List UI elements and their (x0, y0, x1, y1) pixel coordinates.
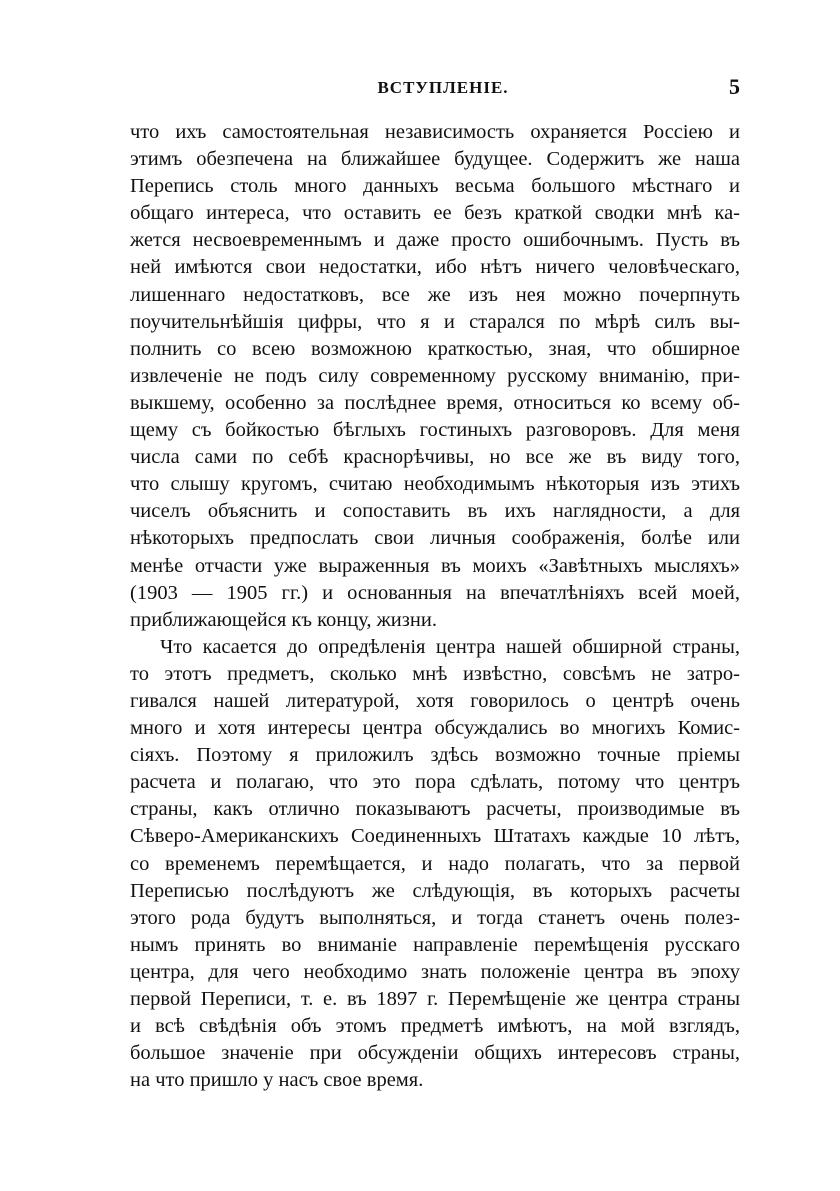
text-line: на что пришло у насъ свое время. (130, 1069, 424, 1092)
text-line: (1903 — 1905 гг.) и основанныя на впечатлѣніяхъ всей моей, (130, 581, 740, 604)
text-line: Перепись столь много данныхъ весьма большого мѣстнаго и (130, 175, 740, 198)
text-line: центра, для чего необходимо знать положеніе центра въ эпоху (130, 960, 740, 983)
text-line: числа сами по себѣ краснорѣчивы, но все же въ виду того, (130, 446, 740, 469)
text-line: со временемъ перемѣщается, и надо полагать, что за первой (130, 852, 740, 875)
paragraph-1 (130, 119, 740, 634)
text-line: чиселъ объяснить и сопоставить въ ихъ наглядности, а для (130, 500, 740, 523)
text-line: сіяхъ. Поэтому я приложилъ здѣсь возможно точные пріемы (130, 744, 740, 767)
text-line: извлеченіе не подъ силу современному русскому вниманію, при- (130, 364, 740, 387)
text-line: страны, какъ отлично показываютъ расчеты, производимые въ (130, 798, 740, 821)
text-line: Сѣверо-Американскихъ Соединенныхъ Штатахъ каждые 10 лѣтъ, (130, 825, 740, 848)
page-header (130, 74, 740, 104)
text-line: то этотъ предметъ, сколько мнѣ извѣстно, совсѣмъ не затро- (130, 662, 740, 685)
text-line: выкшему, особенно за послѣднее время, относиться ко всему об- (130, 391, 740, 414)
text-line: первой Переписи, т. е. въ 1897 г. Перемѣщеніе же центра страны (130, 988, 740, 1010)
text-line: общаго интереса, что оставить ее безъ краткой сводки мнѣ ка- (130, 202, 740, 225)
text-line: приближающейся къ концу, жизни. (130, 608, 437, 631)
text-line: поучительнѣйшія цифры, что я и старался по мѣрѣ силъ вы- (130, 310, 740, 333)
text-line: этимъ обезпечена на ближайшее будущее. Содержитъ же наша (130, 148, 740, 171)
text-line: лишеннаго недостатковъ, все же изъ нея можно почерпнуть (130, 283, 740, 306)
text-line: нѣкоторыхъ предпослать свои личныя соображенія, болѣе или (130, 527, 740, 550)
text-line: что слышу кругомъ, считаю необходимымъ нѣкоторыя изъ этихъ (130, 473, 740, 496)
body-text (130, 119, 740, 1094)
text-line: и всѣ свѣдѣнія объ этомъ предметѣ имѣютъ, на мой взглядъ, (130, 1015, 740, 1038)
text-line: много и хотя интересы центра обсуждались во многихъ Комис- (130, 717, 740, 740)
text-line: расчета и полагаю, что это пора сдѣлать, потому что центръ (130, 771, 740, 794)
text-line: этого рода будутъ выполняться, и тогда станетъ очень полез- (130, 906, 740, 929)
text-line: нымъ принять во вниманіе направленіе перемѣщенія русскаго (130, 933, 740, 956)
text-line: что ихъ самостоятельная независимость охраняется Россіею и (130, 121, 740, 143)
text-line: Переписью послѣдуютъ же слѣдующія, въ которыхъ расчеты (130, 879, 740, 902)
running-head: ВСТУПЛЕНІЕ. (377, 78, 509, 97)
text-line: щему съ бойкостью бѣглыхъ гостиныхъ разговоровъ. Для меня (130, 419, 740, 442)
text-line: большое значеніе при обсужденіи общихъ интересовъ страны, (130, 1042, 740, 1065)
text-line: Что касается до опредѣленія центра нашей обширной страны, (160, 635, 740, 658)
text-line: полнить со всею возможною краткостью, зная, что обширное (130, 337, 740, 360)
text-line: жется несвоевременнымъ и даже просто ошибочнымъ. Пусть въ (130, 229, 740, 252)
page-number: 5 (729, 74, 740, 99)
text-line: гивался нашей литературой, хотя говорилось о центрѣ очень (130, 689, 740, 712)
paragraph-2 (130, 634, 740, 1095)
text-line: ней имѣются свои недостатки, ибо нѣтъ ничего человѣческаго, (130, 256, 740, 279)
text-line: менѣе отчасти уже выраженныя въ моихъ «Завѣтныхъ мысляхъ» (130, 554, 740, 577)
